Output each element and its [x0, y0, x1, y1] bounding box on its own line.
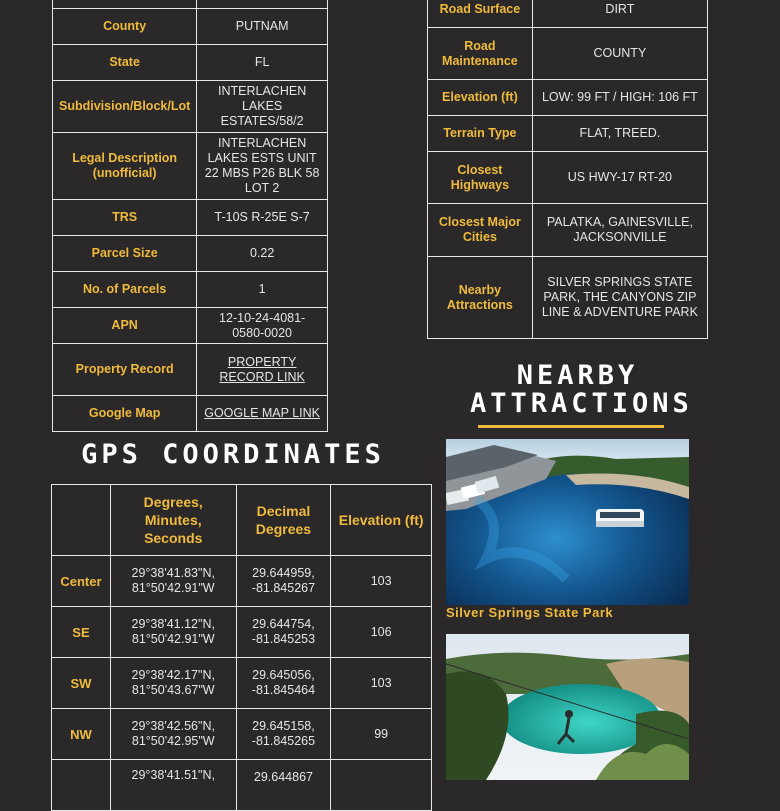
table-row: [52, 709, 432, 760]
row-value: SILVER SPRINGS STATE PARK, THE CANYONS ZIP LINE & ADVENTURE PARK: [532, 257, 707, 339]
table-row: [52, 607, 432, 658]
row-label: Subdivision/Block/Lot: [53, 81, 197, 133]
row-value: PALATKA, GAINESVILLE, JACKSONVILLE: [532, 204, 707, 257]
table-row: [428, 116, 708, 152]
heading-line-2: ATTRACTIONS: [470, 388, 693, 419]
gps-coordinates-heading: GPS COORDINATES: [81, 439, 385, 470]
elevation-value: [331, 760, 432, 811]
row-value: FLAT, TREED.: [532, 116, 707, 152]
decimal-value: 29.645056, -81.845464: [236, 658, 331, 709]
decimal-value: 29.645158, -81.845265: [236, 709, 331, 760]
table-row: [53, 236, 328, 272]
table-row: [428, 28, 708, 80]
header-dms: Degrees, Minutes, Seconds: [110, 485, 236, 556]
point-label: [52, 760, 111, 811]
table-row: [53, 308, 328, 344]
decimal-value: 29.644959, -81.845267: [236, 556, 331, 607]
table-row: [52, 760, 432, 811]
header-decimal: Decimal Degrees: [236, 485, 331, 556]
table-header-row: [52, 485, 432, 556]
table-row: [428, 257, 708, 339]
row-value: COUNTY: [532, 28, 707, 80]
row-value: DIRT: [532, 0, 707, 28]
table-row: [52, 556, 432, 607]
table-row: [53, 396, 328, 432]
row-label: TRS: [53, 200, 197, 236]
row-label: Terrain Type: [428, 116, 533, 152]
dms-value: 29°38'42.17"N, 81°50'43.67"W: [110, 658, 236, 709]
row-value: [197, 0, 328, 9]
nearby-attractions-heading: [470, 360, 693, 419]
header-elevation: Elevation (ft): [331, 485, 432, 556]
row-value: INTERLACHEN LAKES ESTS UNIT 22 MBS P26 BLK 58 LOT 2: [197, 133, 328, 200]
heading-line-1: NEARBY: [516, 360, 639, 391]
row-value: 0.22: [197, 236, 328, 272]
point-label: Center: [52, 556, 111, 607]
table-row: [53, 0, 328, 9]
point-label: SE: [52, 607, 111, 658]
row-label: County: [53, 9, 197, 45]
silver-springs-photo: [446, 439, 689, 605]
row-label: Closest Highways: [428, 152, 533, 204]
point-label: SW: [52, 658, 111, 709]
row-value: 1: [197, 272, 328, 308]
table-row: [53, 272, 328, 308]
row-value: LOW: 99 FT / HIGH: 106 FT: [532, 80, 707, 116]
table-row: [428, 204, 708, 257]
row-label: Nearby Attractions: [428, 257, 533, 339]
google-map-cell: [197, 396, 328, 432]
elevation-value: 99: [331, 709, 432, 760]
row-label: APN: [53, 308, 197, 344]
row-label: Elevation (ft): [428, 80, 533, 116]
row-label: Road Maintenance: [428, 28, 533, 80]
table-row: [53, 344, 328, 396]
row-label: Google Map: [53, 396, 197, 432]
table-row: [53, 200, 328, 236]
google-map-link[interactable]: GOOGLE MAP LINK: [204, 406, 321, 420]
silver-springs-caption: Silver Springs State Park: [446, 605, 614, 620]
table-row: [428, 0, 708, 28]
property-details-table: [52, 0, 328, 432]
row-value: PUTNAM: [197, 9, 328, 45]
table-row: [53, 81, 328, 133]
row-label: Property Record: [53, 344, 197, 396]
table-row: [53, 133, 328, 200]
point-label: NW: [52, 709, 111, 760]
row-value: T-10S R-25E S-7: [197, 200, 328, 236]
header-cell: [52, 485, 111, 556]
table-row: [53, 9, 328, 45]
row-label: [53, 0, 197, 9]
row-value: FL: [197, 45, 328, 81]
dms-value: 29°38'41.51"N,: [110, 760, 236, 811]
row-value: INTERLACHEN LAKES ESTATES/58/2: [197, 81, 328, 133]
dms-value: 29°38'42.56"N, 81°50'42.95"W: [110, 709, 236, 760]
decimal-value: 29.644867: [236, 760, 331, 811]
table-row: [428, 152, 708, 204]
canyons-zipline-photo: [446, 634, 689, 780]
elevation-value: 103: [331, 556, 432, 607]
row-label: State: [53, 45, 197, 81]
gps-coordinates-table: [51, 484, 432, 811]
area-details-table: [427, 0, 708, 339]
row-label: Legal Description (unofficial): [53, 133, 197, 200]
heading-underline: [478, 425, 664, 428]
table-row: [52, 658, 432, 709]
property-record-link[interactable]: PROPERTY RECORD LINK: [219, 354, 305, 384]
dms-value: 29°38'41.83"N, 81°50'42.91"W: [110, 556, 236, 607]
property-record-cell: [197, 344, 328, 396]
table-row: [53, 45, 328, 81]
dms-value: 29°38'41.12"N, 81°50'42.91"W: [110, 607, 236, 658]
row-label: Closest Major Cities: [428, 204, 533, 257]
row-label: No. of Parcels: [53, 272, 197, 308]
row-value: 12-10-24-4081-0580-0020: [197, 308, 328, 344]
row-label: Road Surface: [428, 0, 533, 28]
table-row: [428, 80, 708, 116]
decimal-value: 29.644754, -81.845253: [236, 607, 331, 658]
elevation-value: 103: [331, 658, 432, 709]
elevation-value: 106: [331, 607, 432, 658]
row-label: Parcel Size: [53, 236, 197, 272]
row-value: US HWY-17 RT-20: [532, 152, 707, 204]
